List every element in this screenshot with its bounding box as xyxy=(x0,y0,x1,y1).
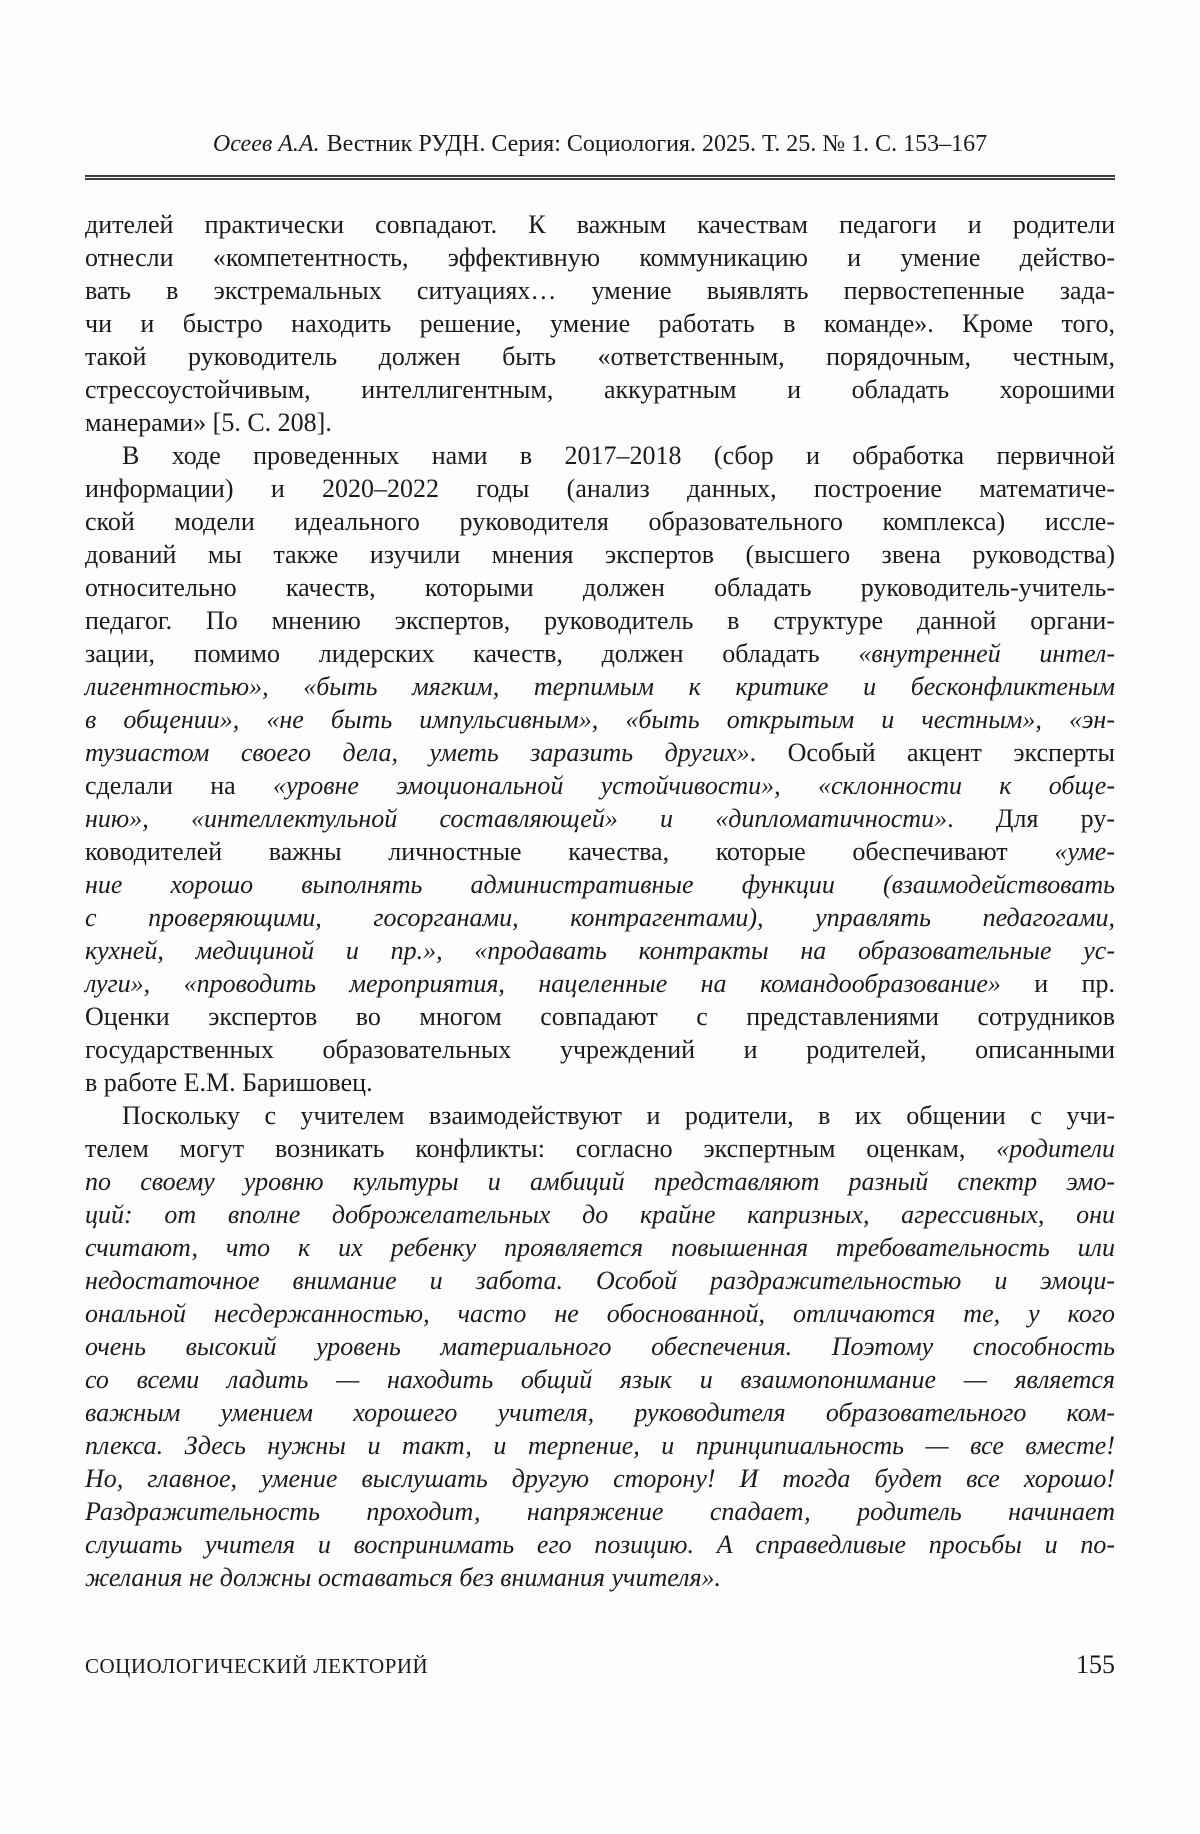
text-line xyxy=(85,703,1115,736)
italic-text-run: лигентностью», «быть мягким, терпимым к критике и бесконфликтеным xyxy=(85,672,1115,701)
text-line xyxy=(85,1198,1115,1231)
footer-page-number: 155 xyxy=(1076,1650,1115,1679)
text-run: Оценки экспертов во многом совпадают с представлениями сотрудников xyxy=(85,1002,1115,1031)
text-line xyxy=(85,1231,1115,1264)
text-line xyxy=(85,1066,1115,1099)
italic-text-run: очень высокий уровень материального обеспечения. Поэтому способность xyxy=(85,1332,1115,1361)
header-rule xyxy=(85,175,1115,180)
text-line xyxy=(85,1462,1115,1495)
text-line xyxy=(85,1363,1115,1396)
text-run: и пр. xyxy=(1000,969,1115,998)
text-line xyxy=(85,1297,1115,1330)
italic-text-run: в общении», «не быть импульсивным», «быть открытым и честным», «эн- xyxy=(85,705,1115,734)
text-line xyxy=(85,340,1115,373)
text-line xyxy=(85,835,1115,868)
text-line xyxy=(85,934,1115,967)
text-line xyxy=(85,373,1115,406)
text-line xyxy=(85,307,1115,340)
italic-text-run: тузиастом своего дела, уметь заразить других» xyxy=(85,738,750,767)
italic-text-run: с проверяющими, госорганами, контрагентами), управлять педагогами, xyxy=(85,903,1115,932)
italic-text-run: плекса. Здесь нужны и такт, и терпение, и принципиальность — все вместе! xyxy=(85,1431,1115,1460)
text-run: относительно качеств, которыми должен обладать руководитель-учитель- xyxy=(85,573,1115,602)
text-run: сделали на xyxy=(85,771,274,800)
text-line xyxy=(85,1264,1115,1297)
text-line xyxy=(85,1165,1115,1198)
italic-text-run: слушать учителя и воспринимать его позицию. А справедливые просьбы и по- xyxy=(85,1530,1115,1559)
text-line xyxy=(85,1429,1115,1462)
italic-text-run: считают, что к их ребенку проявляется повышенная требовательность или xyxy=(85,1233,1115,1262)
article-body xyxy=(85,208,1115,1594)
text-line xyxy=(85,868,1115,901)
text-line xyxy=(85,1396,1115,1429)
text-line xyxy=(85,274,1115,307)
text-line xyxy=(85,439,1115,472)
italic-text-run: кухней, медициной и пр.», «продавать контракты на образовательные ус- xyxy=(85,936,1115,965)
text-line xyxy=(85,1099,1115,1132)
running-head-author: Осеев А.А. xyxy=(212,131,320,157)
text-line xyxy=(85,670,1115,703)
text-run: информации) и 2020–2022 годы (анализ данных, построение математиче- xyxy=(85,474,1115,503)
running-head-citation: Вестник РУДН. Серия: Социология. 2025. Т. 25. № 1. С. 153–167 xyxy=(326,131,988,157)
text-line xyxy=(85,769,1115,802)
text-run: государственных образовательных учреждений и родителей, описанными xyxy=(85,1035,1115,1064)
text-run: зации, помимо лидерских качеств, должен обладать xyxy=(85,639,859,668)
text-run: . Особый акцент эксперты xyxy=(749,738,1115,767)
text-run: в работе Е.М. Баришовец. xyxy=(85,1068,373,1097)
text-line xyxy=(85,967,1115,1000)
italic-text-run: «родители xyxy=(996,1134,1115,1163)
text-run: манерами» [5. С. 208]. xyxy=(85,408,332,437)
text-line xyxy=(85,1330,1115,1363)
text-run: В ходе проведенных нами в 2017–2018 (сбор и обработка первичной xyxy=(122,441,1115,470)
text-run: вать в экстремальных ситуациях… умение выявлять первостепенные зада- xyxy=(85,276,1115,305)
page-footer xyxy=(85,1650,1115,1680)
text-line xyxy=(85,1033,1115,1066)
text-line xyxy=(85,538,1115,571)
text-line xyxy=(85,736,1115,769)
text-run: чи и быстро находить решение, умение работать в команде». Кроме того, xyxy=(85,309,1115,338)
italic-text-run: по своему уровню культуры и амбиций представляют разный спектр эмо- xyxy=(85,1167,1115,1196)
running-head xyxy=(85,0,1115,158)
text-line xyxy=(85,901,1115,934)
text-line xyxy=(85,1561,1115,1594)
text-run: дований мы также изучили мнения экспертов (высшего звена руководства) xyxy=(85,540,1115,569)
text-line xyxy=(85,802,1115,835)
text-line xyxy=(85,241,1115,274)
text-line xyxy=(85,208,1115,241)
italic-text-run: Раздражительность проходит, напряжение спадает, родитель начинает xyxy=(85,1497,1115,1526)
text-run: Поскольку с учителем взаимодействуют и родители, в их общении с учи- xyxy=(122,1101,1115,1130)
text-run: ководителей важны личностные качества, которые обеспечивают xyxy=(85,837,1055,866)
italic-text-run: ние хорошо выполнять административные функции (взаимодействовать xyxy=(85,870,1115,899)
italic-text-run: «внутренней интел- xyxy=(858,639,1115,668)
text-line xyxy=(85,406,1115,439)
text-line xyxy=(85,1132,1115,1165)
text-run: телем могут возникать конфликты: согласно экспертным оценкам, xyxy=(85,1134,997,1163)
italic-text-run: нию», «интеллектульной составляющей» и «дипломатичности» xyxy=(85,804,948,833)
italic-text-run: ональной несдержанностью, часто не обоснованной, отличаются те, у кого xyxy=(85,1299,1115,1328)
text-line xyxy=(85,604,1115,637)
italic-text-run: со всеми ладить — находить общий язык и взаимопонимание — является xyxy=(85,1365,1115,1394)
italic-text-run: важным умением хорошего учителя, руководителя образовательного ком- xyxy=(85,1398,1115,1427)
italic-text-run: Но, главное, умение выслушать другую сторону! И тогда будет все хорошо! xyxy=(85,1464,1115,1493)
text-run: дителей практически совпадают. К важным качествам педагоги и родители xyxy=(85,210,1115,239)
italic-text-run: ций: от вполне доброжелательных до крайне капризных, агрессивных, они xyxy=(85,1200,1115,1229)
italic-text-run: «уме- xyxy=(1054,837,1115,866)
text-line xyxy=(85,1495,1115,1528)
italic-text-run: «уровне эмоциональной устойчивости», «склонности к обще- xyxy=(273,771,1115,800)
text-line xyxy=(85,1000,1115,1033)
text-line xyxy=(85,472,1115,505)
text-run: отнесли «компетентность, эффективную коммуникацию и умение действо- xyxy=(85,243,1115,272)
text-line xyxy=(85,637,1115,670)
text-line xyxy=(85,571,1115,604)
text-run: . Для ру- xyxy=(947,804,1115,833)
text-run: стрессоустойчивым, интеллигентным, аккуратным и обладать хорошими xyxy=(85,375,1115,404)
text-line xyxy=(85,505,1115,538)
text-run: педагог. По мнению экспертов, руководитель в структуре данной органи- xyxy=(85,606,1115,635)
text-run: такой руководитель должен быть «ответственным, порядочным, честным, xyxy=(85,342,1115,371)
text-line xyxy=(85,1528,1115,1561)
italic-text-run: желания не должны оставаться без внимания учителя». xyxy=(85,1563,722,1592)
italic-text-run: луги», «проводить мероприятия, нацеленные на командообразование» xyxy=(85,969,1001,998)
italic-text-run: недостаточное внимание и забота. Особой раздражительностью и эмоци- xyxy=(85,1266,1115,1295)
footer-section-title: СОЦИОЛОГИЧЕСКИЙ ЛЕКТОРИЙ xyxy=(85,1654,429,1678)
text-run: ской модели идеального руководителя образовательного комплекса) иссле- xyxy=(85,507,1115,536)
